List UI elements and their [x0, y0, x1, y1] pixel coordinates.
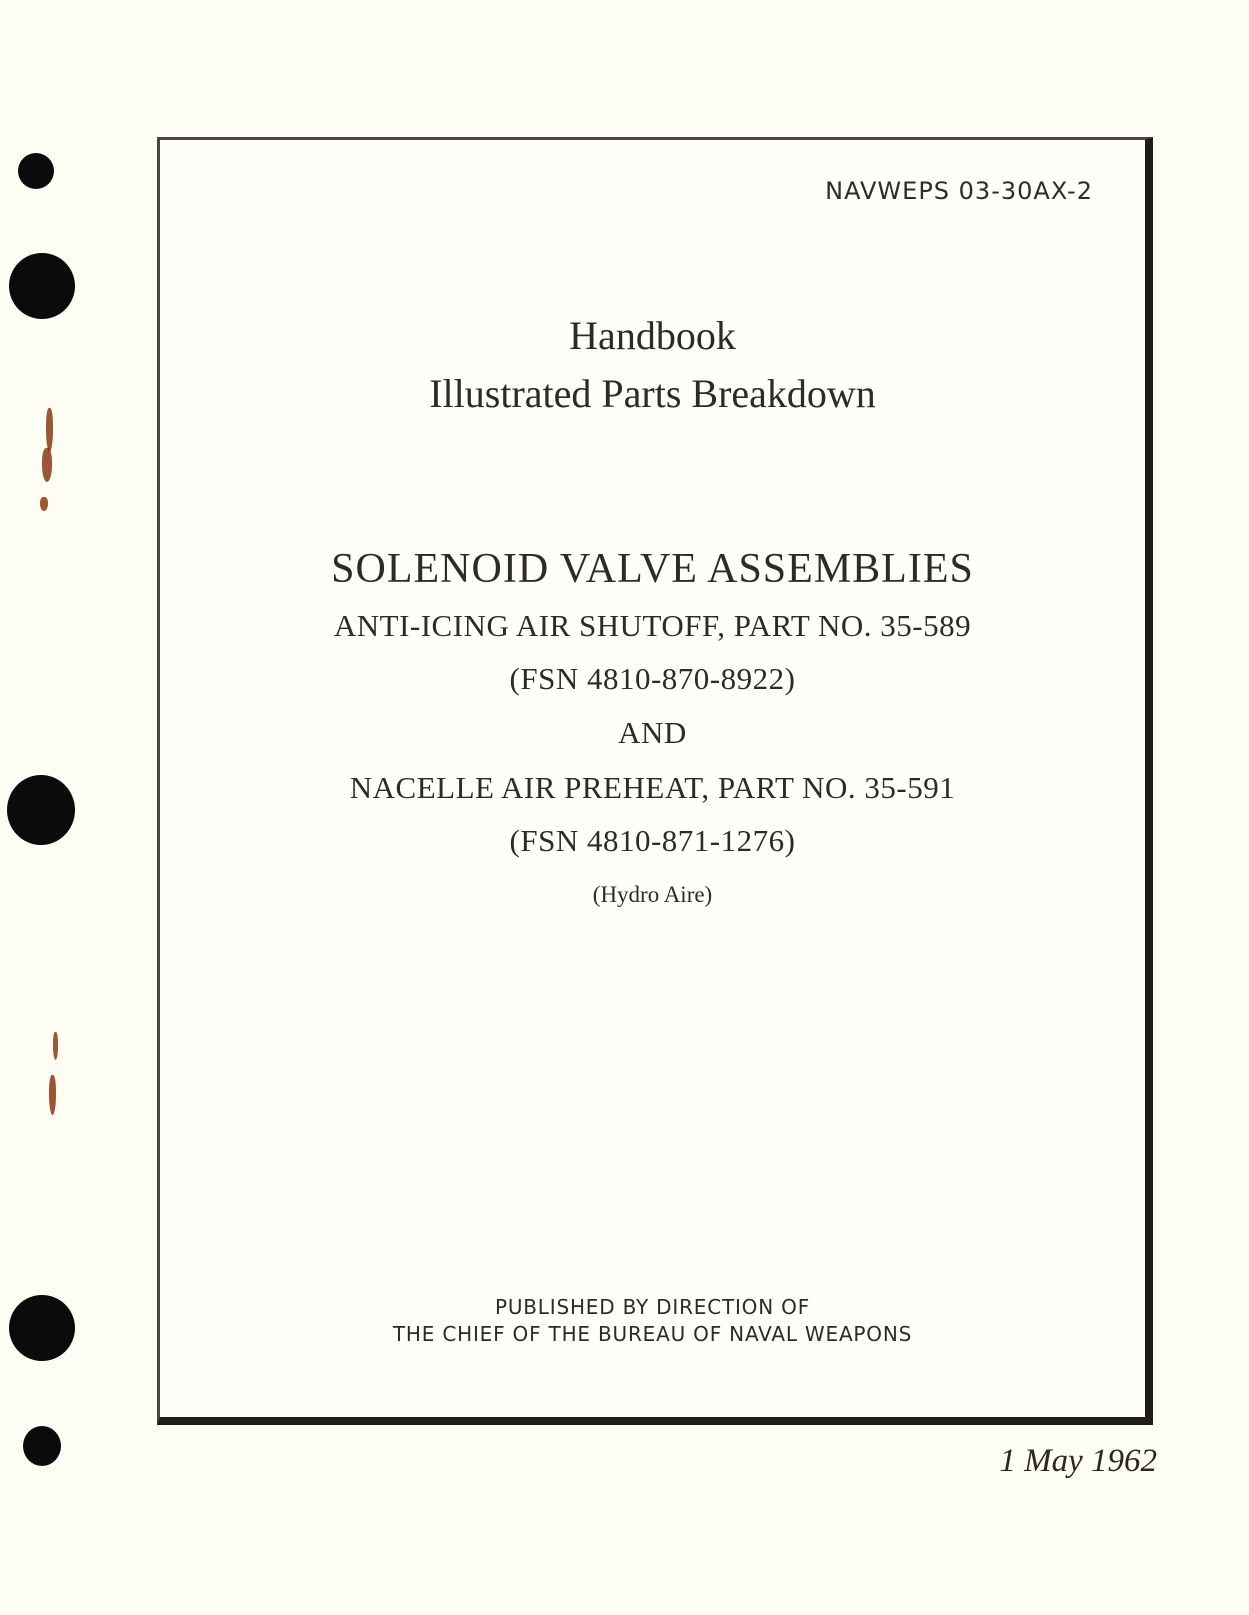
punch-hole — [18, 153, 54, 189]
punch-hole — [9, 253, 75, 319]
rust-stain — [40, 497, 48, 511]
fsn-anti-icing: (FSN 4810-870-8922) — [509, 661, 796, 696]
document-title: SOLENOID VALVE ASSEMBLIES — [331, 546, 974, 592]
conjunction-and: AND — [618, 715, 687, 750]
document-number: NAVWEPS 03-30AX-2 — [825, 177, 1093, 205]
rust-stain — [42, 448, 52, 482]
publisher-line-1: PUBLISHED BY DIRECTION OF — [494, 1295, 810, 1319]
rust-stain — [49, 1075, 56, 1115]
rust-stain — [46, 408, 53, 452]
punch-hole — [9, 1295, 75, 1361]
punch-hole — [7, 775, 75, 845]
subtitle-anti-icing: ANTI-ICING AIR SHUTOFF, PART NO. 35-589 — [333, 608, 972, 643]
fsn-nacelle-preheat: (FSN 4810-871-1276) — [509, 823, 796, 858]
publication-date: 1 May 1962 — [999, 1443, 1157, 1479]
publisher-line-2: THE CHIEF OF THE BUREAU OF NAVAL WEAPONS — [392, 1322, 913, 1346]
punch-hole — [23, 1426, 61, 1466]
heading-illustrated-parts-breakdown: Illustrated Parts Breakdown — [429, 371, 876, 416]
rust-stain — [53, 1032, 58, 1060]
heading-handbook: Handbook — [569, 313, 736, 358]
manufacturer: (Hydro Aire) — [592, 882, 713, 907]
cover-frame — [157, 137, 1153, 1425]
subtitle-nacelle-preheat: NACELLE AIR PREHEAT, PART NO. 35-591 — [349, 770, 956, 805]
